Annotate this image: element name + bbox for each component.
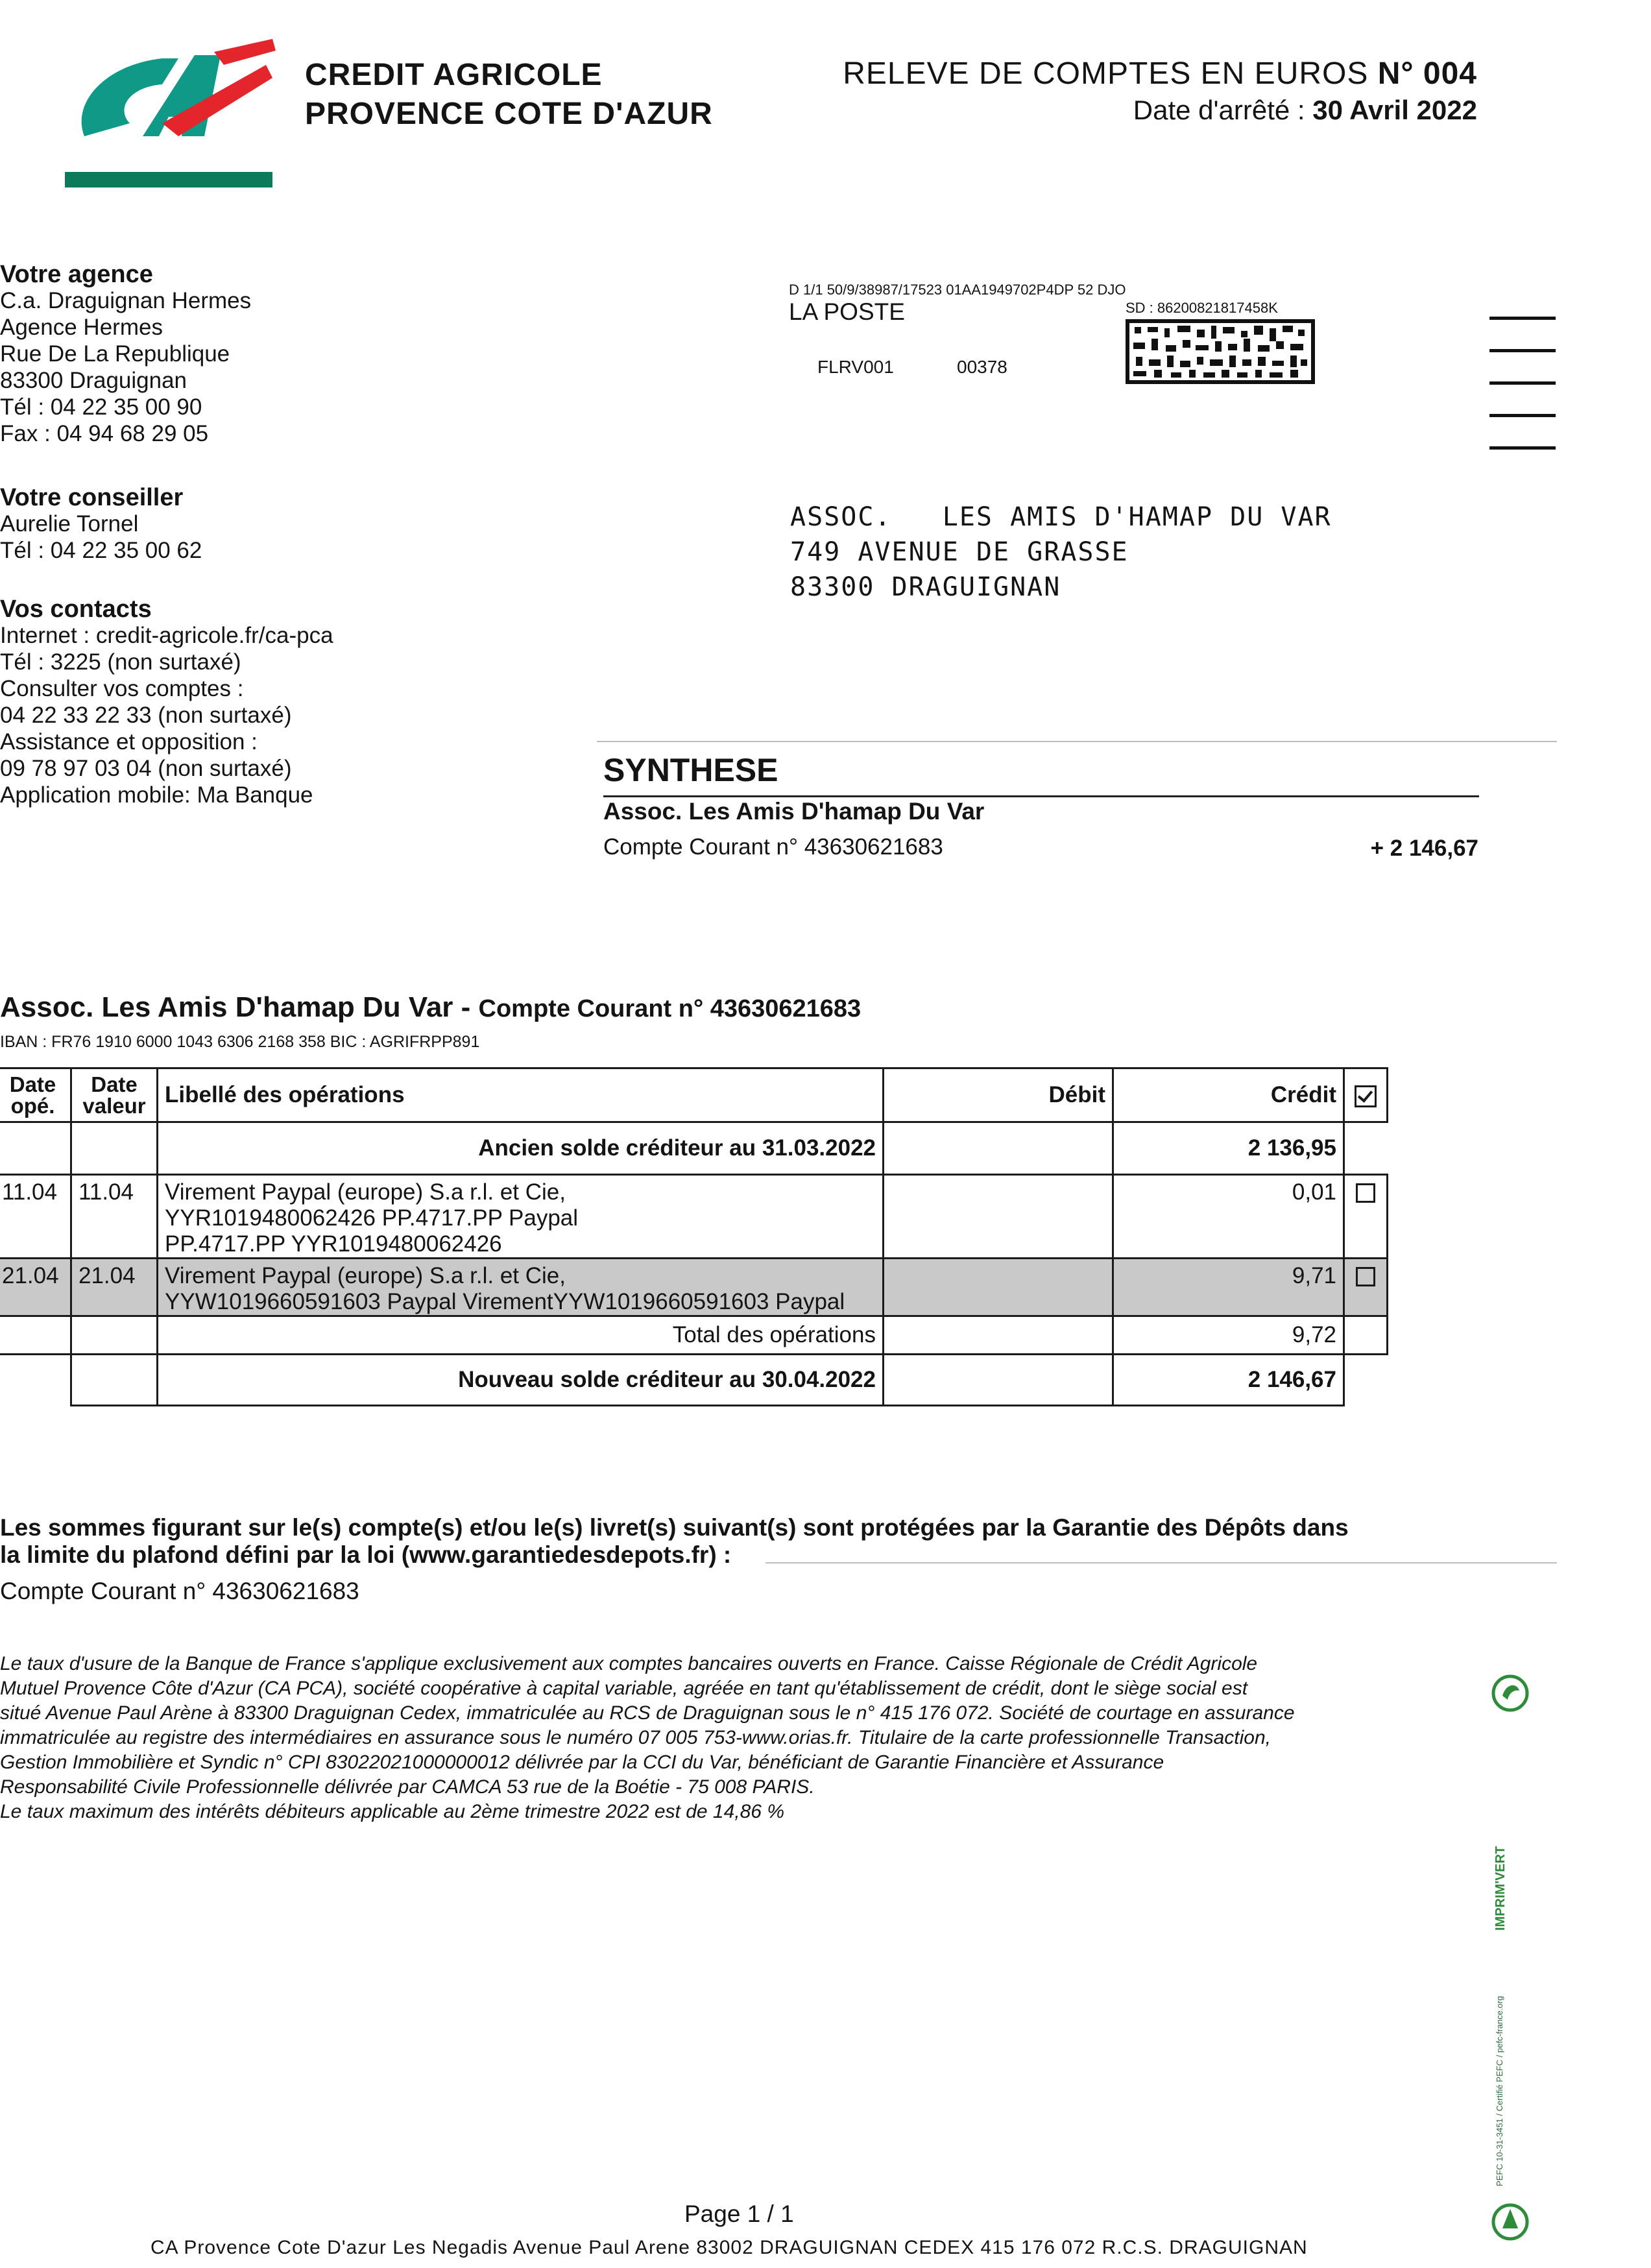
imprim-vert-text: IMPRIM'VERT bbox=[1493, 1846, 1508, 1931]
recipient-line: 749 AVENUE DE GRASSE bbox=[790, 537, 1129, 567]
guarantee-line1: Les sommes figurant sur le(s) compte(s) et/ou le(s) livret(s) suivant(s) sont protégées par la Garantie des Dépôts dans bbox=[0, 1514, 1349, 1541]
op-label-line: PP.4717.PP YYR1019480062426 bbox=[165, 1231, 502, 1257]
cell-empty bbox=[71, 1316, 158, 1355]
post-label: LA POSTE bbox=[789, 298, 905, 325]
op-credit: 9,71 bbox=[1113, 1259, 1344, 1316]
operations-table bbox=[0, 1067, 1388, 1406]
cell-empty bbox=[1344, 1316, 1388, 1355]
total-debit bbox=[884, 1316, 1113, 1355]
cell-empty bbox=[0, 1316, 71, 1355]
total-label: Total des opérations bbox=[158, 1316, 884, 1355]
op-debit bbox=[884, 1259, 1113, 1316]
table-row bbox=[0, 1259, 1388, 1316]
legal-notice bbox=[0, 1652, 1480, 1824]
statement-number: N° 004 bbox=[1377, 56, 1477, 91]
closing-balance-credit: 2 146,67 bbox=[1113, 1355, 1344, 1406]
closing-balance-row bbox=[0, 1355, 1388, 1406]
op-label-line: Virement Paypal (europe) S.a r.l. et Cie, bbox=[165, 1179, 566, 1205]
legal-line: immatriculée au registre des intermédiaires en assurance sous le numéro 07 005 753-www.orias.fr. Titulaire de la carte professionnelle Transaction, bbox=[0, 1727, 1271, 1748]
op-label bbox=[158, 1259, 884, 1316]
post-code-line: D 1/1 50/9/38987/17523 01AA1949702P4DP 52 DJO bbox=[789, 282, 1126, 298]
op-check[interactable] bbox=[1344, 1175, 1388, 1259]
col-date-val bbox=[71, 1068, 158, 1122]
agency-line: 83300 Draguignan bbox=[0, 368, 187, 393]
op-label-line: Virement Paypal (europe) S.a r.l. et Cie, bbox=[165, 1263, 566, 1288]
synthese-divider bbox=[603, 795, 1479, 797]
cell-empty bbox=[0, 1355, 71, 1406]
post-sd: SD : 86200821817458K bbox=[1126, 300, 1278, 316]
op-value-date: 11.04 bbox=[71, 1175, 158, 1259]
cell-empty bbox=[884, 1355, 1113, 1406]
op-date: 11.04 bbox=[0, 1175, 71, 1259]
agency-heading: Votre agence bbox=[0, 261, 153, 288]
account-title bbox=[0, 991, 861, 1024]
opening-balance-credit: 2 136,95 bbox=[1113, 1122, 1344, 1175]
col-date-op-l2: opé. bbox=[10, 1094, 55, 1118]
advisor-phone: Tél : 04 22 35 00 62 bbox=[0, 538, 202, 563]
guarantee-account: Compte Courant n° 43630621683 bbox=[0, 1578, 359, 1604]
op-label-line: YYW1019660591603 Paypal VirementYYW1019660591603 Paypal bbox=[165, 1289, 845, 1314]
contact-line: Consulter vos comptes : bbox=[0, 676, 244, 701]
contact-line: Internet : credit-agricole.fr/ca-pca bbox=[0, 623, 333, 648]
checkbox-icon[interactable] bbox=[1356, 1183, 1375, 1203]
synthese-account: Compte Courant n° 43630621683 bbox=[603, 834, 943, 860]
total-credit: 9,72 bbox=[1113, 1316, 1344, 1355]
fold-line bbox=[597, 741, 1557, 742]
cell-empty bbox=[884, 1122, 1113, 1175]
legal-line: Mutuel Provence Côte d'Azur (CA PCA), société coopérative à capital variable, agréée en tant qu'établissement de crédit, dont le siège social est bbox=[0, 1678, 1248, 1699]
synthese-title: SYNTHESE bbox=[603, 752, 778, 788]
fold-line bbox=[765, 1562, 1557, 1563]
datamatrix-barcode-icon bbox=[1126, 319, 1315, 384]
cell-empty bbox=[1344, 1122, 1388, 1175]
guarantee-line2: la limite du plafond défini par la loi (www.garantiedesdepots.fr) : bbox=[0, 1541, 732, 1568]
opening-balance-row bbox=[0, 1122, 1388, 1175]
closing-balance-label: Nouveau solde créditeur au 30.04.2022 bbox=[158, 1355, 884, 1406]
statement-date-value: 30 Avril 2022 bbox=[1312, 95, 1477, 125]
recipient-line: 83300 DRAGUIGNAN bbox=[790, 572, 1061, 602]
table-row bbox=[0, 1175, 1388, 1259]
synthese-amount: + 2 146,67 bbox=[1370, 836, 1478, 861]
op-debit bbox=[884, 1175, 1113, 1259]
op-label bbox=[158, 1175, 884, 1259]
legal-line: situé Avenue Paul Arène à 83300 Draguignan Cedex, immatriculée au RCS de Draguignan sous le n° 415 176 072. Société de courtage en assurance bbox=[0, 1702, 1295, 1724]
contact-line: 04 22 33 22 33 (non surtaxé) bbox=[0, 703, 292, 728]
contacts-heading: Vos contacts bbox=[0, 596, 152, 623]
contact-line: Application mobile: Ma Banque bbox=[0, 782, 313, 808]
op-credit: 0,01 bbox=[1113, 1175, 1344, 1259]
advisor-heading: Votre conseiller bbox=[0, 484, 184, 511]
col-debit: Débit bbox=[884, 1068, 1113, 1122]
contact-line: 09 78 97 03 04 (non surtaxé) bbox=[0, 756, 292, 781]
post-ref1: FLRV001 bbox=[817, 357, 894, 377]
cell-empty bbox=[71, 1122, 158, 1175]
agency-phone: Tél : 04 22 35 00 90 bbox=[0, 394, 202, 420]
opening-balance-label: Ancien solde créditeur au 31.03.2022 bbox=[158, 1122, 884, 1175]
mail-sorting-marks bbox=[1489, 317, 1556, 453]
checkbox-icon[interactable] bbox=[1356, 1267, 1375, 1286]
op-date: 21.04 bbox=[0, 1259, 71, 1316]
pefc-text: PEFC 10-31-3451 / Certifié PEFC / pefc-france.org bbox=[1495, 1996, 1504, 2186]
synthese-holder: Assoc. Les Amis D'hamap Du Var bbox=[603, 798, 985, 825]
recipient-line: ASSOC. LES AMIS D'HAMAP DU VAR bbox=[790, 502, 1332, 532]
total-row bbox=[0, 1316, 1388, 1355]
legal-line: Responsabilité Civile Professionnelle délivrée par CAMCA 53 rue de la Boétie - 75 008 PARIS. bbox=[0, 1776, 815, 1798]
agency-line: Rue De La Republique bbox=[0, 341, 230, 367]
op-label-line: YYR1019480062426 PP.4717.PP Paypal bbox=[165, 1205, 579, 1231]
op-value-date: 21.04 bbox=[71, 1259, 158, 1316]
col-libelle: Libellé des opérations bbox=[158, 1068, 884, 1122]
eco-certification-marks bbox=[1491, 1674, 1530, 2258]
post-ref2: 00378 bbox=[957, 357, 1007, 377]
bank-name-line1: CREDIT AGRICOLE bbox=[305, 58, 603, 92]
contact-line: Assistance et opposition : bbox=[0, 729, 258, 754]
agency-fax: Fax : 04 94 68 29 05 bbox=[0, 421, 209, 446]
pefc-logo-icon bbox=[1491, 2193, 1530, 2251]
credit-agricole-logo bbox=[65, 39, 279, 189]
contact-line: Tél : 3225 (non surtaxé) bbox=[0, 649, 241, 675]
checked-box-icon bbox=[1355, 1085, 1377, 1107]
usury-rate-line: Le taux maximum des intérêts débiteurs applicable au 2ème trimestre 2022 est de 14,86 % bbox=[0, 1801, 784, 1822]
account-label: Compte Courant n° 43630621683 bbox=[478, 995, 862, 1022]
col-date-val-l1: Date bbox=[91, 1072, 138, 1096]
statement-date bbox=[1133, 95, 1477, 126]
col-date-val-l2: valeur bbox=[82, 1094, 146, 1118]
col-date-op-l1: Date bbox=[9, 1072, 56, 1096]
statement-title-text: RELEVE DE COMPTES EN EUROS bbox=[843, 56, 1369, 91]
agency-line: Agence Hermes bbox=[0, 315, 163, 340]
col-check bbox=[1344, 1068, 1388, 1122]
footer-address: CA Provence Cote D'azur Les Negadis Avenue Paul Arene 83002 DRAGUIGNAN CEDEX 415 176 072 R.C.S. DRAGUIGNAN bbox=[151, 2237, 1308, 2258]
statement-title bbox=[843, 56, 1477, 91]
bank-name-line2: PROVENCE COTE D'AZUR bbox=[305, 97, 713, 131]
imprim-vert-logo-icon bbox=[1491, 1674, 1530, 1719]
account-holder: Assoc. Les Amis D'hamap Du Var - bbox=[0, 991, 471, 1023]
op-check[interactable] bbox=[1344, 1259, 1388, 1316]
cell-empty bbox=[0, 1122, 71, 1175]
col-credit: Crédit bbox=[1113, 1068, 1344, 1122]
table-header-row bbox=[0, 1068, 1388, 1122]
legal-line: Le taux d'usure de la Banque de France s'applique exclusivement aux comptes bancaires ouverts en France. Caisse Régionale de Crédit Agricole bbox=[0, 1653, 1258, 1674]
advisor-name: Aurelie Tornel bbox=[0, 511, 139, 537]
col-date-op bbox=[0, 1068, 71, 1122]
page-number: Page 1 / 1 bbox=[684, 2201, 794, 2227]
cell-empty bbox=[1344, 1355, 1388, 1406]
iban-line: IBAN : FR76 1910 6000 1043 6306 2168 358 BIC : AGRIFRPP891 bbox=[0, 1033, 480, 1051]
agency-line: C.a. Draguignan Hermes bbox=[0, 288, 252, 313]
legal-line: Gestion Immobilière et Syndic n° CPI 83022021000000012 délivrée par la CCI du Var, bénéficiant de Garantie Financière et Assurance bbox=[0, 1752, 1164, 1773]
statement-date-label: Date d'arrêté : bbox=[1133, 95, 1305, 125]
cell-empty bbox=[71, 1355, 158, 1406]
